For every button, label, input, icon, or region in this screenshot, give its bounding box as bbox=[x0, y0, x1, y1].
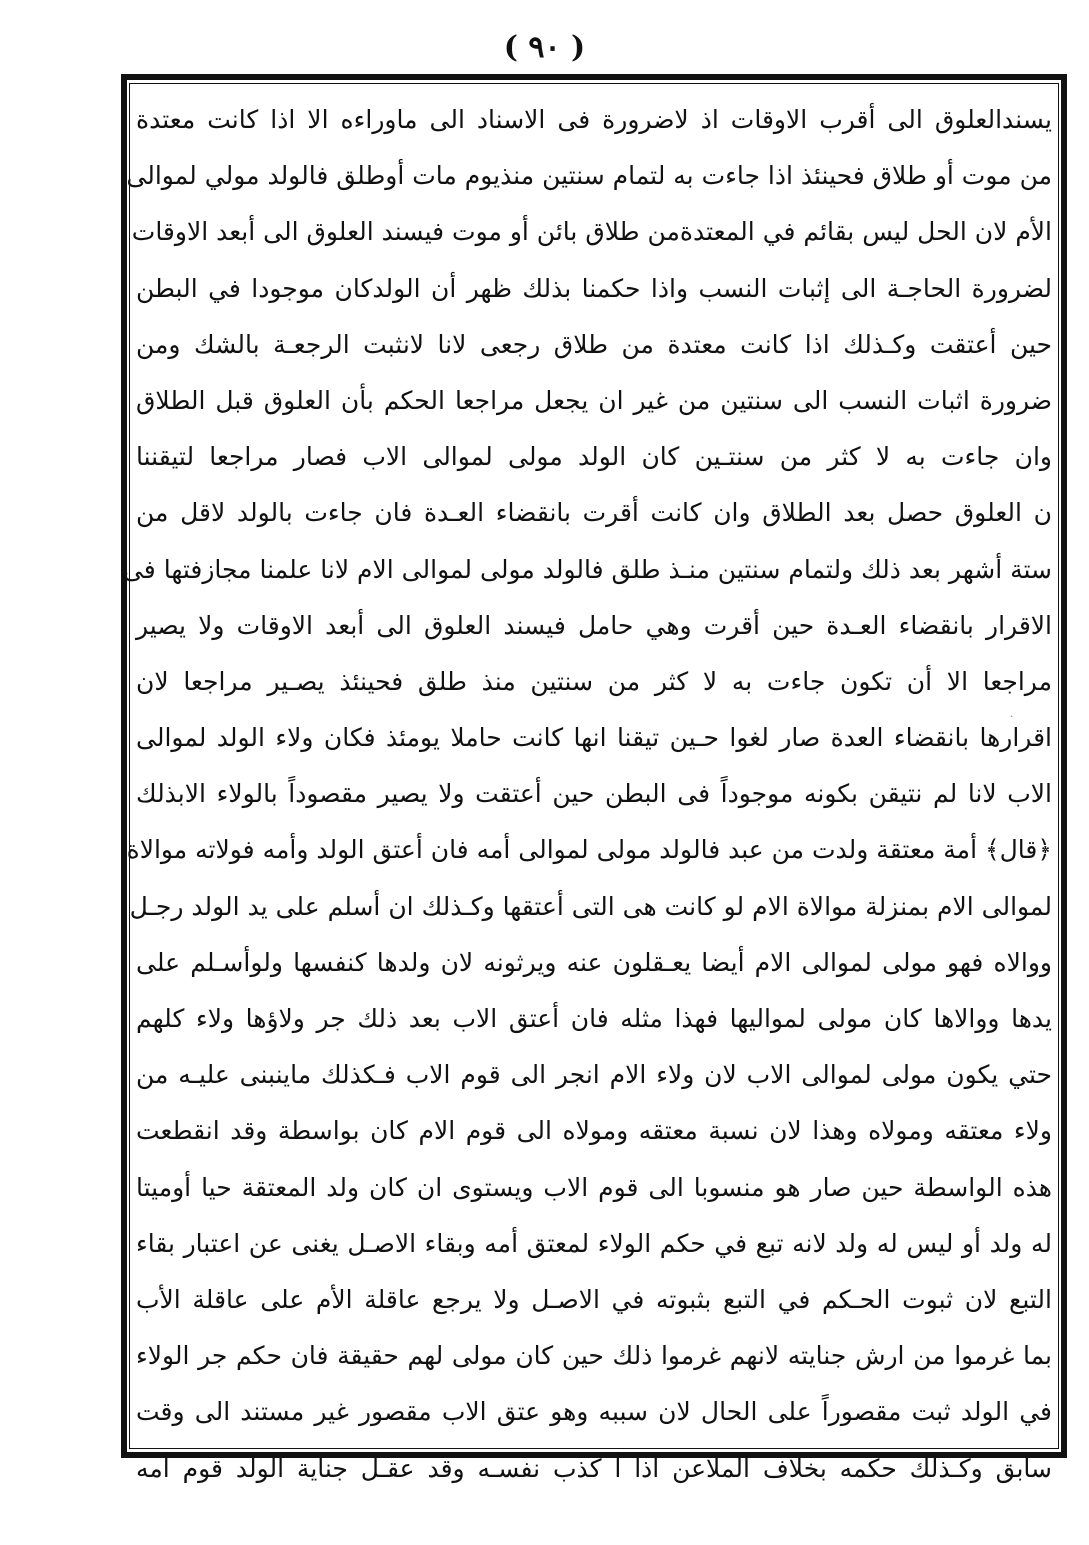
margin-speck: · bbox=[1010, 712, 1014, 723]
text-line: ﴿قال﴾ أمة معتقة ولدت من عبد فالولد مولى لموالى أمه فان أعتق الولد وأمه فولاته موالاة bbox=[126, 835, 1052, 865]
text-line: مراجعا الا أن تكون جاءت به لا كثر من سنتين منذ طلق فحينئذ يصـير مراجعا لان bbox=[136, 666, 1052, 696]
text-line: ولاء معتقه ومولاه وهذا لان نسبة معتقه ومولاه الى قوم الام كان بواسطة وقد انقطعت bbox=[136, 1116, 1052, 1146]
text-line: التبع لان ثبوت الحـكم في التبع بثبوته في الاصـل ولا يرجع عاقلة الأم على عاقلة الأب bbox=[136, 1284, 1052, 1314]
text-line: الأم لان الحل ليس بقائم في المعتدةمن طلاق بائن أو موت فيسند العلوق الى أبعد الاوقات bbox=[131, 217, 1052, 247]
text-line: ستة أشهر بعد ذلك ولتمام سنتين منـذ طلق فالولد مولى لموالى الام لانا علمنا مجازفتها فى bbox=[122, 554, 1052, 584]
text-line: بما غرموا من ارش جنايته لانهم غرموا ذلك حين كان مولى لهم حقيقة فان حكم جر الولاء bbox=[136, 1341, 1052, 1371]
body-text bbox=[122, 92, 1052, 1483]
page-number: ( ٩٠ ) bbox=[503, 30, 586, 65]
text-line: لضرورة الحاجـة الى إثبات النسب واذا حكمنا بذلك ظهر أن الولدكان موجودا في البطن bbox=[136, 273, 1052, 303]
text-line: الاقرار بانقضاء العـدة حين أقرت وهي حامل فيسند العلوق الى أبعد الاوقات ولا يصير bbox=[136, 610, 1052, 640]
text-line: ووالاه فهو مولى لموالى الام أيضا يعـقلون عنه ويرثونه لان ولدها كنفسها ولوأسـلم على bbox=[136, 947, 1052, 977]
text-line: الاب لانا لم نتيقن بكونه موجوداً فى البطن حين أعتقت ولا يصير مقصوداً بالولاء الابذلك bbox=[136, 779, 1052, 809]
text-line: يدها ووالاها كان مولى لمواليها فهذا مثله فان أعتق الاب بعد ذلك جر ولاؤها ولاء كلهم bbox=[136, 1004, 1052, 1033]
text-line: سابق وكـذلك حكمه بخلاف الملاعن اذا أ كذب نفسـه وقد عقـل جناية الولد قوم أمه bbox=[136, 1453, 1052, 1483]
text-line: حين أعتقت وكـذلك اذا كانت معتدة من طلاق رجعى لانا لانثبت الرجعـة بالشك ومن bbox=[136, 329, 1052, 359]
text-line: ن العلوق حصل بعد الطلاق وان كانت أقرت بانقضاء العـدة فان جاءت بالولد لاقل من bbox=[136, 498, 1052, 528]
text-line: اقرارها بانقضاء العدة صار لغوا حـين تيقنا انها كانت حاملا يومئذ فكان ولاء الولد لموالى bbox=[136, 723, 1052, 753]
text-line: في الولد ثبت مقصوراً على الحال لان سببه وهو عتق الاب مقصور غير مستند الى وقت bbox=[136, 1397, 1052, 1427]
text-line: حتي يكون مولى لموالى الاب لان ولاء الام انجر الى قوم الاب فـكذلك ماينبنى عليـه من bbox=[136, 1060, 1052, 1090]
text-line: يسندالعلوق الى أقرب الاوقات اذ لاضرورة فى الاسناد الى ماوراءه الا اذا كانت معتدة bbox=[136, 105, 1052, 134]
text-line: من موت أو طلاق فحينئذ اذا جاءت به لتمام سنتين منذيوم مات أوطلق فالولد مولي لموالى bbox=[126, 161, 1052, 191]
text-line: هذه الواسطة حين صار هو منسوبا الى قوم الاب ويستوى ان كان ولد المعتقة حيا أوميتا bbox=[136, 1172, 1052, 1202]
text-line: له ولد أو ليس له ولد لانه تبع في حكم الولاء لمعتق أمه وبقاء الاصـل يغنى عن اعتبار بقاء bbox=[136, 1228, 1052, 1258]
text-line: وان جاءت به لا كثر من سنتـين كان الولد مولى لموالى الاب فصار مراجعا لتيقننا bbox=[136, 442, 1052, 472]
text-line: لموالى الام بمنزلة موالاة الام لو كانت هى التى أعتقها وكـذلك ان أسلم على يد الولد رجـل bbox=[129, 891, 1052, 921]
text-line: ضرورة اثبات النسب الى سنتين من غير ان يجعل مراجعا الحكم بأن العلوق قبل الطلاق bbox=[136, 385, 1052, 415]
